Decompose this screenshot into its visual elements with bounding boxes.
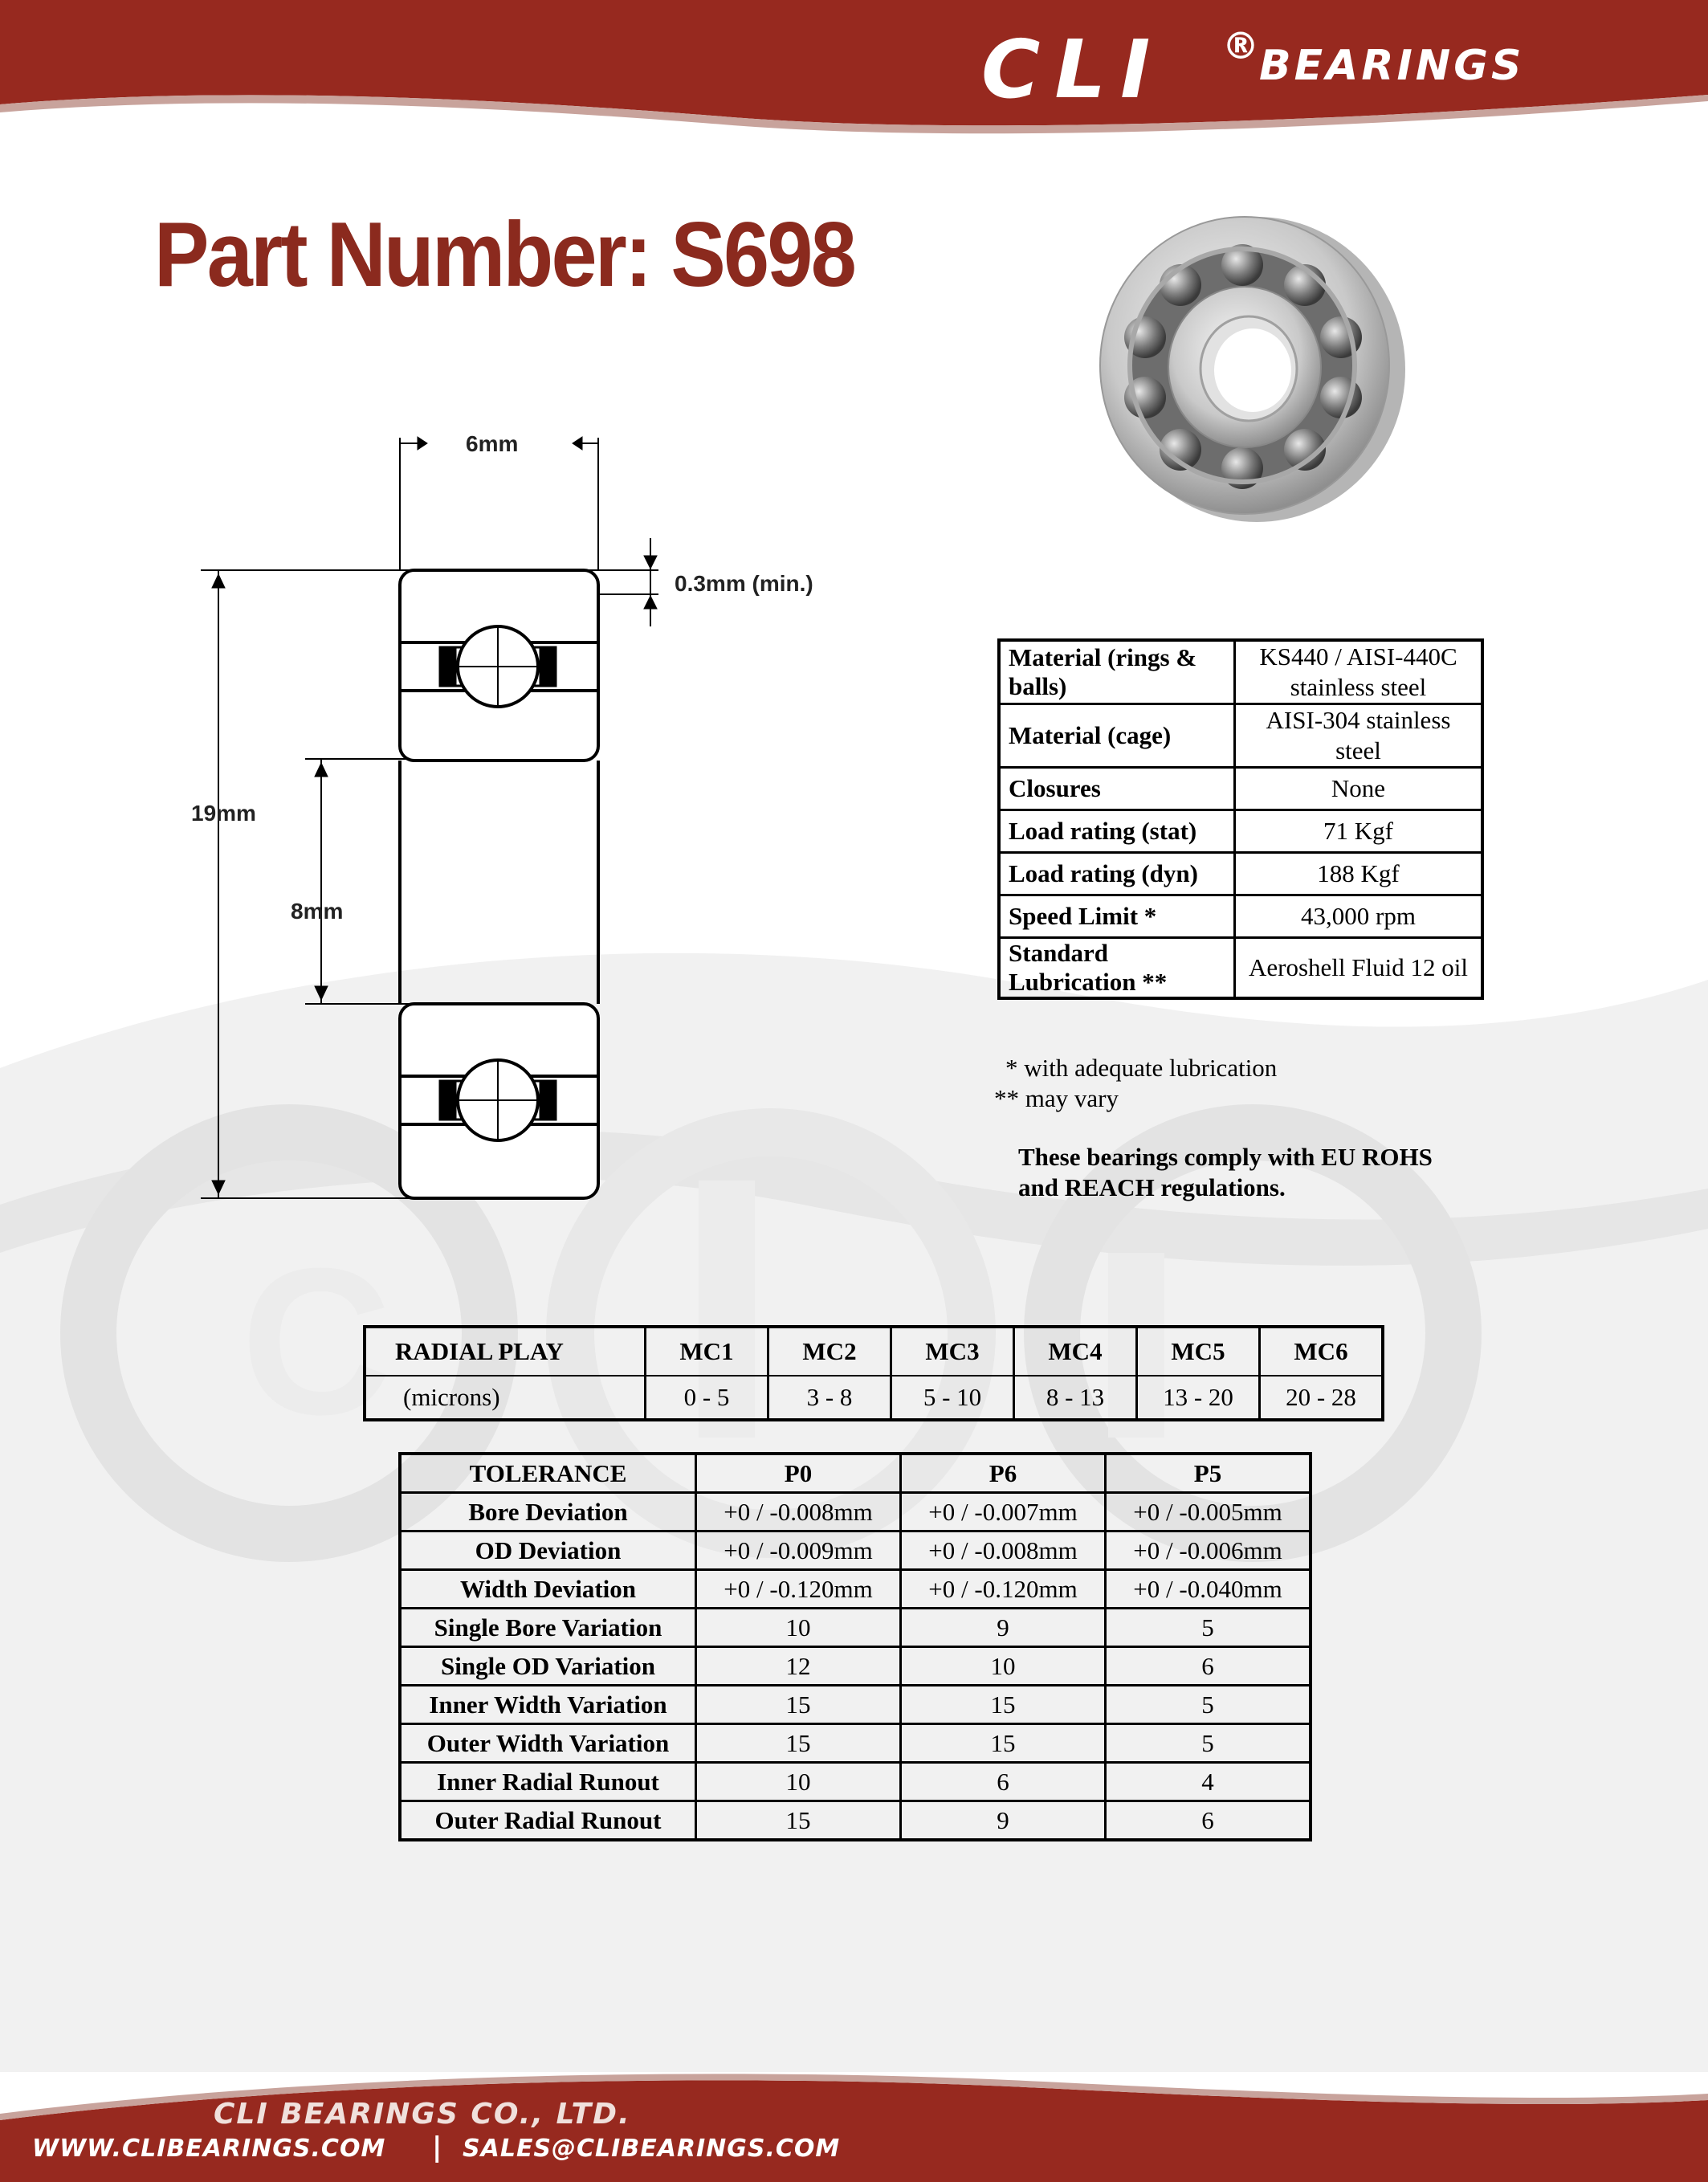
tolerance-header-row xyxy=(400,1454,1311,1493)
spec-value: 71 Kgf xyxy=(1235,810,1483,853)
bearing-cross-section-diagram xyxy=(177,418,899,1221)
tolerance-row-label: Inner Radial Runout xyxy=(400,1763,696,1801)
tolerance-class-column: P0 xyxy=(696,1454,901,1493)
width-dimension-label: 6mm xyxy=(466,431,519,456)
tolerance-row-label: Outer Width Variation xyxy=(400,1724,696,1763)
tolerance-row-label: Width Deviation xyxy=(400,1570,696,1609)
tolerance-value: +0 / -0.008mm xyxy=(901,1531,1106,1570)
spec-label: Closures xyxy=(999,768,1235,810)
footnote-lubrication: * with adequate lubrication xyxy=(1005,1054,1278,1082)
spec-label: Material (rings & balls) xyxy=(999,640,1235,704)
footer-company-name: CLI BEARINGS CO., LTD. xyxy=(214,2098,631,2131)
spec-row xyxy=(999,938,1482,999)
logo-bearings: BEARINGS xyxy=(1259,42,1525,90)
spec-row xyxy=(999,704,1482,768)
chamfer-dimension-label: 0.3mm (min.) xyxy=(675,571,813,596)
tolerance-value: +0 / -0.008mm xyxy=(696,1493,901,1531)
footer-website-link[interactable]: WWW.CLIBEARINGS.COM xyxy=(32,2135,386,2163)
tolerance-row xyxy=(400,1686,1311,1724)
tolerance-value: 6 xyxy=(901,1763,1106,1801)
tolerance-value: +0 / -0.009mm xyxy=(696,1531,901,1570)
spec-label: Material (cage) xyxy=(999,704,1235,768)
tolerance-value: +0 / -0.120mm xyxy=(901,1570,1106,1609)
tolerance-value: 9 xyxy=(901,1801,1106,1841)
radial-play-value: 20 - 28 xyxy=(1260,1376,1384,1420)
logo-cli: CLI xyxy=(981,22,1165,116)
spec-row xyxy=(999,768,1482,810)
spec-value: AISI-304 stainless steel xyxy=(1235,704,1483,768)
bore-diameter-label: 8mm xyxy=(291,899,344,924)
spec-value: KS440 / AISI-440C stainless steel xyxy=(1235,640,1483,704)
radial-play-column: MC2 xyxy=(768,1327,891,1376)
radial-play-value: 3 - 8 xyxy=(768,1376,891,1420)
compliance-note-line2: and REACH regulations. xyxy=(1018,1173,1286,1201)
radial-play-unit: (microns) xyxy=(365,1376,646,1420)
footer-separator: | xyxy=(432,2131,442,2164)
tolerance-value: 10 xyxy=(696,1609,901,1647)
logo-registered-mark: ® xyxy=(1222,24,1259,67)
svg-text:C: C xyxy=(241,1226,392,1458)
tolerance-row xyxy=(400,1531,1311,1570)
tolerance-row xyxy=(400,1570,1311,1609)
tolerance-row-label: Bore Deviation xyxy=(400,1493,696,1531)
tolerance-value: 15 xyxy=(901,1686,1106,1724)
tolerance-class-column: P6 xyxy=(901,1454,1106,1493)
radial-play-header: RADIAL PLAY xyxy=(365,1327,646,1376)
radial-play-value: 8 - 13 xyxy=(1014,1376,1137,1420)
tolerance-value: 15 xyxy=(901,1724,1106,1763)
spec-value: 43,000 rpm xyxy=(1235,895,1483,938)
tolerance-row-label: Single Bore Variation xyxy=(400,1609,696,1647)
spec-row xyxy=(999,810,1482,853)
radial-play-column: MC3 xyxy=(891,1327,1014,1376)
tolerance-table xyxy=(398,1452,1312,1841)
spec-value: None xyxy=(1235,768,1483,810)
tolerance-value: 10 xyxy=(696,1763,901,1801)
tolerance-value: 4 xyxy=(1106,1763,1311,1801)
tolerance-value: 15 xyxy=(696,1686,901,1724)
tolerance-row xyxy=(400,1609,1311,1647)
radial-play-value: 13 - 20 xyxy=(1137,1376,1260,1420)
tolerance-value: 6 xyxy=(1106,1647,1311,1686)
tolerance-value: 9 xyxy=(901,1609,1106,1647)
radial-play-header-row xyxy=(365,1327,1383,1376)
tolerance-value: +0 / -0.007mm xyxy=(901,1493,1106,1531)
tolerance-row xyxy=(400,1724,1311,1763)
tolerance-value: 12 xyxy=(696,1647,901,1686)
spec-row xyxy=(999,853,1482,895)
radial-play-column: MC4 xyxy=(1014,1327,1137,1376)
radial-play-column: MC5 xyxy=(1137,1327,1260,1376)
tolerance-row xyxy=(400,1801,1311,1841)
tolerance-value: 10 xyxy=(901,1647,1106,1686)
tolerance-row-label: OD Deviation xyxy=(400,1531,696,1570)
tolerance-value: +0 / -0.005mm xyxy=(1106,1493,1311,1531)
part-number-title: Part Number: S698 xyxy=(154,204,855,306)
tolerance-class-column: P5 xyxy=(1106,1454,1311,1493)
tolerance-value: 15 xyxy=(696,1724,901,1763)
tolerance-value: 5 xyxy=(1106,1686,1311,1724)
tolerance-row-label: Inner Width Variation xyxy=(400,1686,696,1724)
tolerance-value: 5 xyxy=(1106,1724,1311,1763)
radial-play-column: MC6 xyxy=(1260,1327,1384,1376)
tolerance-row xyxy=(400,1763,1311,1801)
tolerance-value: 5 xyxy=(1106,1609,1311,1647)
radial-play-value: 0 - 5 xyxy=(646,1376,768,1420)
footer-email-link[interactable]: SALES@CLIBEARINGS.COM xyxy=(463,2135,841,2163)
radial-play-column: MC1 xyxy=(646,1327,768,1376)
spec-label: Standard Lubrication ** xyxy=(999,938,1235,999)
tolerance-row xyxy=(400,1647,1311,1686)
tolerance-value: +0 / -0.120mm xyxy=(696,1570,901,1609)
tolerance-value: 6 xyxy=(1106,1801,1311,1841)
tolerance-value: +0 / -0.040mm xyxy=(1106,1570,1311,1609)
tolerance-value: 15 xyxy=(696,1801,901,1841)
radial-play-table xyxy=(363,1325,1384,1421)
spec-label: Speed Limit * xyxy=(999,895,1235,938)
tolerance-row xyxy=(400,1493,1311,1531)
tolerance-header: TOLERANCE xyxy=(400,1454,696,1493)
specification-table xyxy=(997,638,1484,1000)
spec-value: 188 Kgf xyxy=(1235,853,1483,895)
spec-label: Load rating (dyn) xyxy=(999,853,1235,895)
radial-play-values-row xyxy=(365,1376,1383,1420)
tolerance-row-label: Single OD Variation xyxy=(400,1647,696,1686)
outer-diameter-label: 19mm xyxy=(191,801,256,826)
compliance-note-line1: These bearings comply with EU ROHS xyxy=(1018,1143,1433,1171)
spec-row xyxy=(999,640,1482,704)
spec-label: Load rating (stat) xyxy=(999,810,1235,853)
footnote-may-vary: ** may vary xyxy=(994,1084,1119,1112)
spec-row xyxy=(999,895,1482,938)
spec-value: Aeroshell Fluid 12 oil xyxy=(1235,938,1483,999)
tolerance-value: +0 / -0.006mm xyxy=(1106,1531,1311,1570)
radial-play-value: 5 - 10 xyxy=(891,1376,1014,1420)
bearing-photo xyxy=(1076,197,1413,534)
tolerance-row-label: Outer Radial Runout xyxy=(400,1801,696,1841)
